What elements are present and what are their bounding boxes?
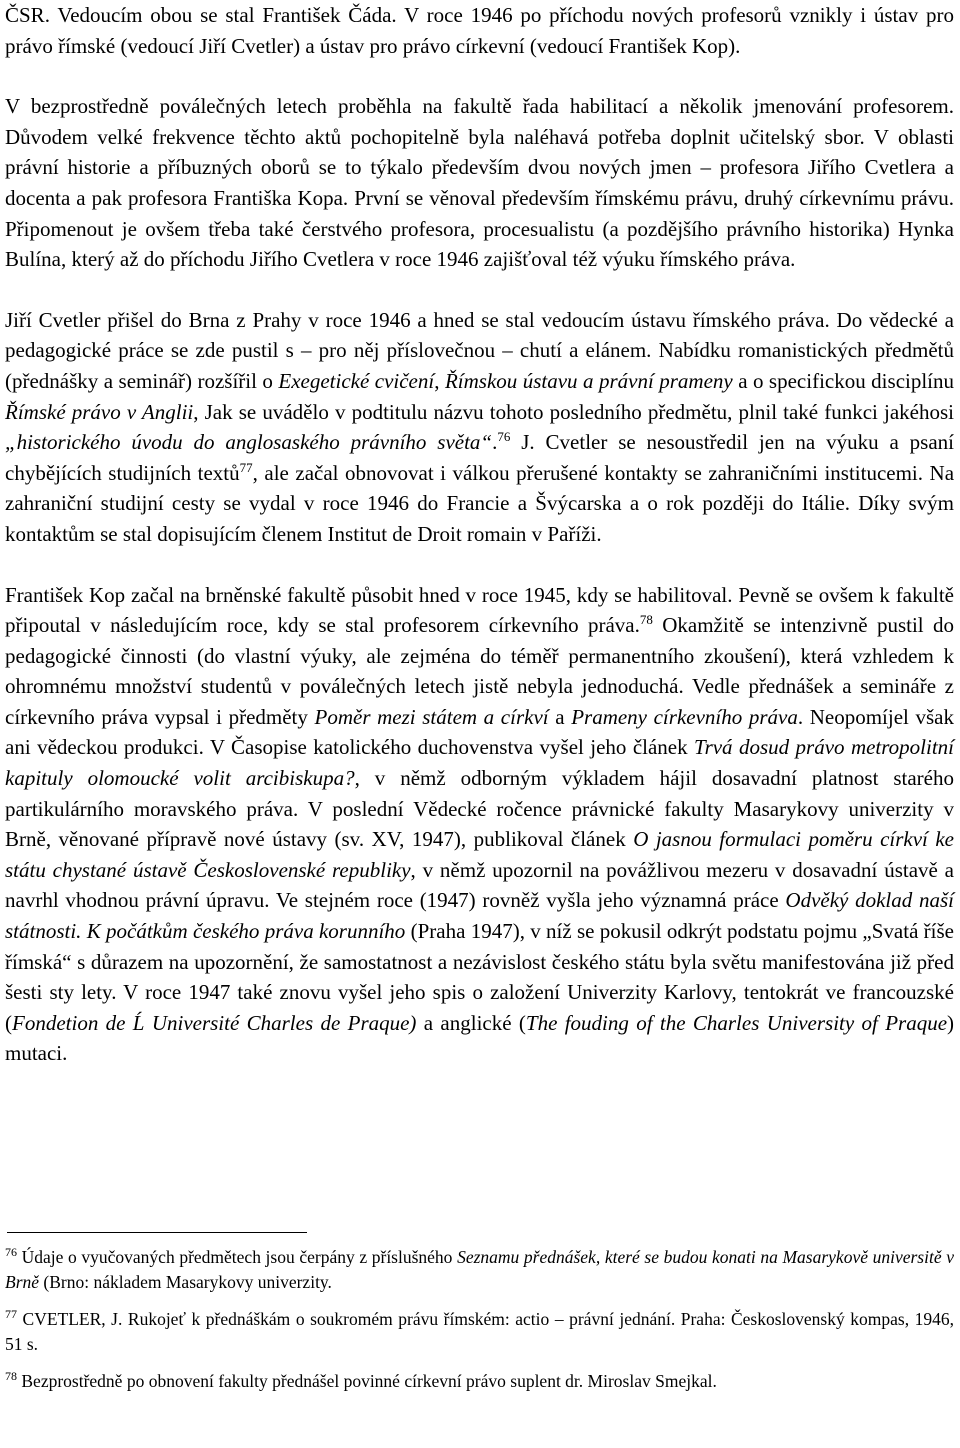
italic-title: Fondetion de Ĺ Université Charles de Praque)	[12, 1010, 417, 1035]
footnote-77	[5, 1307, 954, 1357]
text-run: J. Cvetler se nesoustředil jen na výuku a psaní chybějících studijních textů	[5, 430, 954, 485]
footnote-ref: 78	[5, 1369, 17, 1384]
text-run: Jiří Cvetler přišel do Brna z Prahy v roce 1946 a hned se stal vedoucím ústavu římského práva. Do vědecké a pedagogické práce se zde pustil s – pro něj příslovečnou – chutí a elánem. Nabídku romanistických předmětů (přednášky a seminář) rozšířil o	[5, 307, 954, 393]
text-run: , v němž odborným výkladem hájil dosavadní platnost starého partikulárního moravského práva. V poslední Vědecké ročence právnické fakulty Masarykovy univerzity v Brně, věnované přípravě nové ústavy (sv. XV, 1947), publikoval článek	[5, 766, 954, 852]
text-run: .	[492, 430, 498, 455]
text-run: Okamžitě se intenzivně pustil do pedagogické činnosti (do vlastní výuky, ale zejména do téměř permanentního zkoušení), která vzhledem k ohromnému množství studentů v poválečných letech jistě nebyla jednoduchá. Vedle přednášek a semináře z církevního práva vypsal i předměty	[5, 613, 954, 729]
italic-title: Římskou ústavu a právní prameny	[444, 368, 733, 393]
italic-title: Exegetické cvičení	[278, 368, 435, 393]
paragraph-4	[5, 580, 954, 1070]
text-run: a anglické (	[416, 1010, 526, 1035]
text-run: Bezprostředně po obnovení fakulty přednášel povinné církevní právo suplent dr. Miroslav Smejkal.	[17, 1371, 717, 1391]
text-run: , ale začal obnovovat i válkou přerušené kontakty se zahraničními institucemi. Na zahraniční studijní cesty se vydal v roce 1946 do Francie a Švýcarska a o rok později do Itálie. Díky svým kontaktům se stal dopisujícím členem Institut de Droit romain v Paříži.	[5, 460, 955, 546]
paragraph-2	[5, 91, 954, 275]
text-run: (Praha 1947), v níž se pokusil odkrýt podstatu pojmu „Svatá říše římská“ s důrazem na upozornění, že samostatnost a nezávislost českého státu byla světu manifestována již před šesti sty lety. V roce 1947 také znovu vyšel jeho spis o založení Univerzity Karlovy, tentokrát ve francouzské (	[5, 919, 954, 1035]
italic-title: Prameny církevního práva	[571, 704, 798, 729]
paragraph-1	[5, 0, 954, 61]
text-run: CVETLER, J. Rukojeť k přednáškám o soukromém právu římském: actio – právní jednání. Praha: Československý kompas, 1946, 51 s.	[5, 1309, 954, 1354]
text-run: a	[548, 704, 572, 729]
text-run: (Brno: nákladem Masarykovy univerzity.	[39, 1272, 332, 1292]
italic-title: Odvěký doklad naší státnosti. K počátkům českého práva korunního	[5, 888, 954, 944]
body-text	[5, 0, 954, 1069]
italic-title: The fouding of the Charles University of Praque	[525, 1010, 948, 1035]
footnote-ref: 76	[497, 429, 511, 445]
italic-title: O jasnou formulaci poměru církví ke státu chystané ústavě Československé republiky	[5, 827, 954, 882]
text-run: ČSR. Vedoucím obou se stal František Čáda. V roce 1946 po příchodu nových profesorů vznikly i ústav pro právo římské (vedoucí Jiří Cvetler) a ústav pro právo církevní (vedoucí František Kop).	[5, 3, 954, 58]
italic-title: Římské právo v Anglii	[5, 399, 194, 424]
footnote-ref: 76	[5, 1245, 17, 1260]
paragraph-3	[5, 305, 954, 550]
footnotes	[5, 1232, 954, 1406]
footnote-ref: 78	[639, 612, 653, 628]
italic-title: Trvá dosud právo metropolitní kapituly olomoucké volit arcibiskupa?	[5, 735, 955, 791]
footnote-78	[5, 1369, 954, 1394]
italic-title: Seznamu přednášek, které se budou konati na Masarykově universitě v Brně	[5, 1247, 954, 1292]
text-run: ) mutaci.	[5, 1010, 955, 1066]
italic-title: Poměr mezi státem a církví	[314, 704, 549, 729]
italic-title: „historického úvodu do anglosaského právního světa“	[5, 430, 493, 455]
text-run: František Kop začal na brněnské fakultě působit hned v roce 1945, kdy se habilitoval. Pevně se ovšem k fakultě připoutal v následujícím roce, kdy se stal profesorem církevního práva.	[5, 582, 954, 638]
text-run: V bezprostředně poválečných letech proběhla na fakultě řada habilitací a několik jmenování profesorem. Důvodem velké frekvence těchto aktů pochopitelně byla naléhavá potřeba doplnit učitelský sbor. V oblasti právní historie a příbuzných oborů se to týkalo především dvou nových jmen – profesora Jiřího Cvetlera a docenta a pak profesora Františka Kopa. První se věnoval především římskému právu, druhý církevnímu právu. Připomenout je ovšem třeba také čerstvého profesora, procesualistu (a pozdějšího právního historika) Hynka Bulína, který až do příchodu Jiřího Cvetlera v roce 1946 zajišťoval též výuku římského práva.	[5, 94, 954, 272]
text-run: . Neopomíjel však ani vědeckou produkci. V Časopise katolického duchovenstva vyšel jeho článek	[5, 704, 954, 760]
text-run: , Jak se uvádělo v podtitulu názvu tohoto posledního předmětu, plnil také funkci jakéhosi	[193, 399, 954, 424]
footnote-ref: 77	[239, 459, 253, 475]
text-run: Údaje o vyučovaných předmětech jsou čerpány z příslušného	[17, 1247, 458, 1267]
text-run: ,	[434, 368, 445, 393]
footnote-ref: 77	[5, 1307, 17, 1322]
footnote-separator	[7, 1232, 307, 1233]
text-run: , v němž upozornil na povážlivou mezeru v dosavadní ústavě a navrhl vhodnou právní úpravu. Ve stejném roce (1947) rovněž vyšla jeho významná práce	[5, 857, 954, 913]
text-run: a o specifickou disciplínu	[732, 368, 955, 393]
footnote-76	[5, 1245, 954, 1295]
